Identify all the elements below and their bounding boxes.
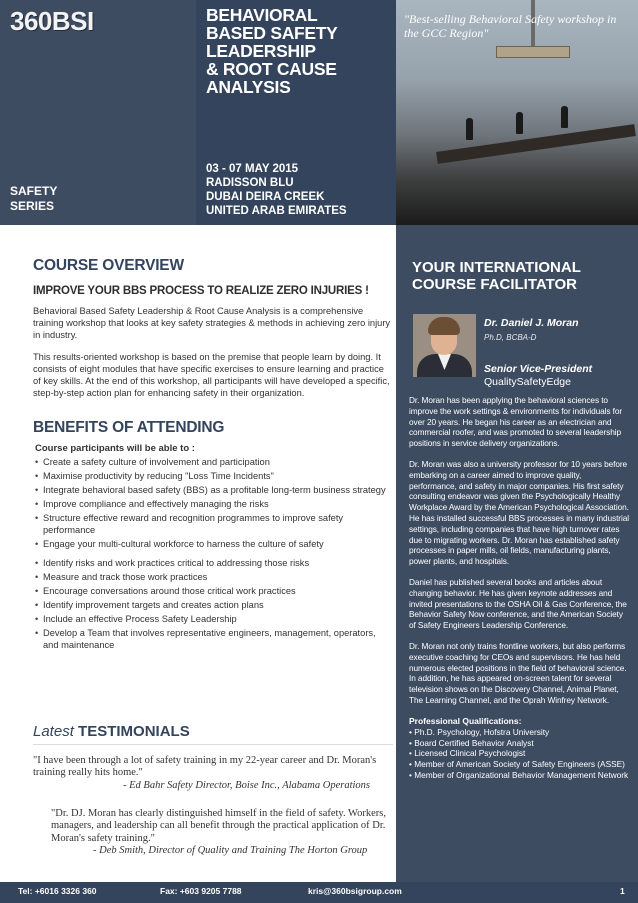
header-left-panel [0,0,196,225]
benefits-heading: BENEFITS OF ATTENDING [33,419,225,437]
facilitator-portrait [413,314,476,377]
title-line: & ROOT CAUSE [206,59,337,79]
bio-paragraph: Dr. Moran not only trains frontline workers, but also performs executive coaching for CEOs and supervisors. He has held numerous elected positions in the field of behavioral science. In addition, he has appeared on-screen talent for several television shows on the Discovery Channel, Animal Planet, The Learning Channel, and the Oprah Winfrey Network. [409,640,627,705]
facilitator-name: Dr. Daniel J. Moran [484,317,579,329]
portrait-hair-shape [428,317,460,335]
list-item: • Member of American Society of Safety Engineers (ASSE) [409,759,625,770]
list-item: • Maximise productivity by reducing "Loss Time Incidents" [35,471,393,483]
facilitator-panel [396,225,638,882]
list-item: • Identify improvement targets and creates action plans [35,600,393,612]
list-item: • Improve compliance and effectively managing the risks [35,499,393,511]
title-line: ANALYSIS [206,77,291,97]
facilitator-heading-line: COURSE FACILITATOR [412,276,577,293]
testimonials-heading-word: TESTIMONIALS [78,723,190,740]
facilitator-credentials: Ph.D, BCBA-D [484,333,537,342]
title-line: BASED SAFETY [206,23,338,43]
overview-paragraph: This results-oriented workshop is based on the premise that people learn by doing. It consists of eight modules that have specific exercises to ensure learning and practice of key skills. At the end of this workshop, all participants will have developed a specific, step-by-step action plan for enhancing safety in their organization. [33,351,390,399]
title-line: LEADERSHIP [206,41,316,61]
list-item: • Engage your multi-cultural workforce to harness the culture of safety [35,539,393,551]
testimonial-cite: - Ed Bahr Safety Director, Boise Inc., Alabama Operations [123,780,371,791]
series-line: SAFETY [10,184,58,198]
benefits-list [33,457,393,651]
course-title [206,6,391,96]
list-item: • Structure effective reward and recognition programmes to improve safety performance [35,513,393,536]
benefits-intro: Course participants will be able to : [35,443,195,455]
event-country: UNITED ARAB EMIRATES [206,205,347,217]
footer-email-link[interactable]: kris@360bsigroup.com [308,886,402,896]
overview-subheading: IMPROVE YOUR BBS PROCESS TO REALIZE ZERO INJURIES ! [33,285,369,297]
facilitator-role: Senior Vice-President [484,363,593,375]
bio-paragraph: Dr. Moran was also a university professor for 10 years before embarking on a career aimed to improve quality, performance, and safety in major companies. His first safety consulting endeavor was given the Psychologically Healthy Workplace Award by the American Psychological Association. He has installed successful BBS processes in many industrial settings, including companies that have high turnover rates due to migrating workers. Dr. Moran has established safety processes in paper mills, oil fields, manufacturing plants, power plants, and hospitals. [409,458,629,567]
list-item: • Encourage conversations around those critical work practices [35,586,393,598]
facilitator-heading-line: YOUR INTERNATIONAL [412,259,581,276]
overview-paragraph: Behavioral Based Safety Leadership & Root Cause Analysis is a comprehensive training workshop that looks at key safety strategies & methods in achieving zero injury in industry. [33,306,391,341]
testimonials-heading [33,723,190,740]
list-item: • Identify risks and work practices critical to addressing those risks [35,558,393,570]
testimonial-quote: "I have been through a lot of safety training in my 22-year career and Dr. Moran's training really hits home." [33,755,377,779]
worker-silhouette [466,118,473,140]
list-item: • Board Certified Behavior Analyst [409,737,534,748]
benefits-section [33,419,393,651]
crane-load-shape [496,46,570,58]
overview-heading: COURSE OVERVIEW [33,257,184,274]
event-date: 03 - 07 MAY 2015 [206,163,299,175]
worker-silhouette [516,112,523,134]
header-title-panel [196,0,396,225]
worker-silhouette [561,106,568,128]
series-line: SERIES [10,199,55,213]
list-item: • Create a safety culture of involvement and participation [35,457,393,469]
qualifications-list [409,727,631,781]
testimonial-quote: "Dr. DJ. Moran has clearly distinguished himself in the field of safety. Workers, managers, and leadership can all benefit through the practical application of Dr. Moran's safety training." [51,808,386,844]
event-venue-area: DUBAI DEIRA CREEK [206,191,325,203]
series-label [10,184,57,214]
left-column [33,257,393,654]
header-banner [0,0,638,225]
footer-phone[interactable]: Tel: +6016 3326 360 [18,886,97,896]
event-details [206,162,347,218]
testimonials-latest-label: Latest [33,723,74,740]
tagline-quote: "Best-selling Behavioral Safety workshop in the GCC Region" [404,12,617,40]
brand-logo: 360BSI [10,6,94,36]
bio-paragraph: Dr. Moran has been applying the behavioral sciences to improve the work settings & environments for individuals for over 20 years. He began his career as an electrician and commercial roofer, and was promoted to several leadership positions in service delivery organizations. [409,395,623,449]
qualifications-title: Professional Qualifications: [409,715,522,726]
list-item: • Develop a Team that involves representative engineers, management, operators, and maintenance [35,628,393,651]
testimonials-divider [33,744,393,745]
list-item: • Ph.D. Psychology, Hofstra University [409,726,550,737]
facilitator-organization: QualitySafetyEdge [484,376,571,388]
event-venue: RADISSON BLU [206,177,294,189]
list-item: • Licensed Clinical Psychologist [409,748,526,759]
title-line: BEHAVIORAL [206,5,318,25]
footer-fax: Fax: +603 9205 7788 [160,886,242,896]
list-item: • Member of Organizational Behavior Management Network [409,769,629,780]
page-number: 1 [620,886,625,896]
list-item: • Measure and track those work practices [35,572,393,584]
facilitator-heading [412,259,581,293]
testimonial-cite: - Deb Smith, Director of Quality and Training The Horton Group [93,845,368,856]
footer-bar [0,882,638,903]
list-item: • Include an effective Process Safety Leadership [35,614,393,626]
bio-paragraph: Daniel has published several books and articles about changing behavior. He has given keynote addresses and invited presentations to the OSHA Oil & Gas Conference, the Behavior Safety Now conference, and the American Society of Safety Engineers Leadership Conference. [409,576,627,631]
list-item: • Integrate behavioral based safety (BBS) as a profitable long-term business strategy [35,485,393,497]
facilitator-bio [409,395,631,781]
